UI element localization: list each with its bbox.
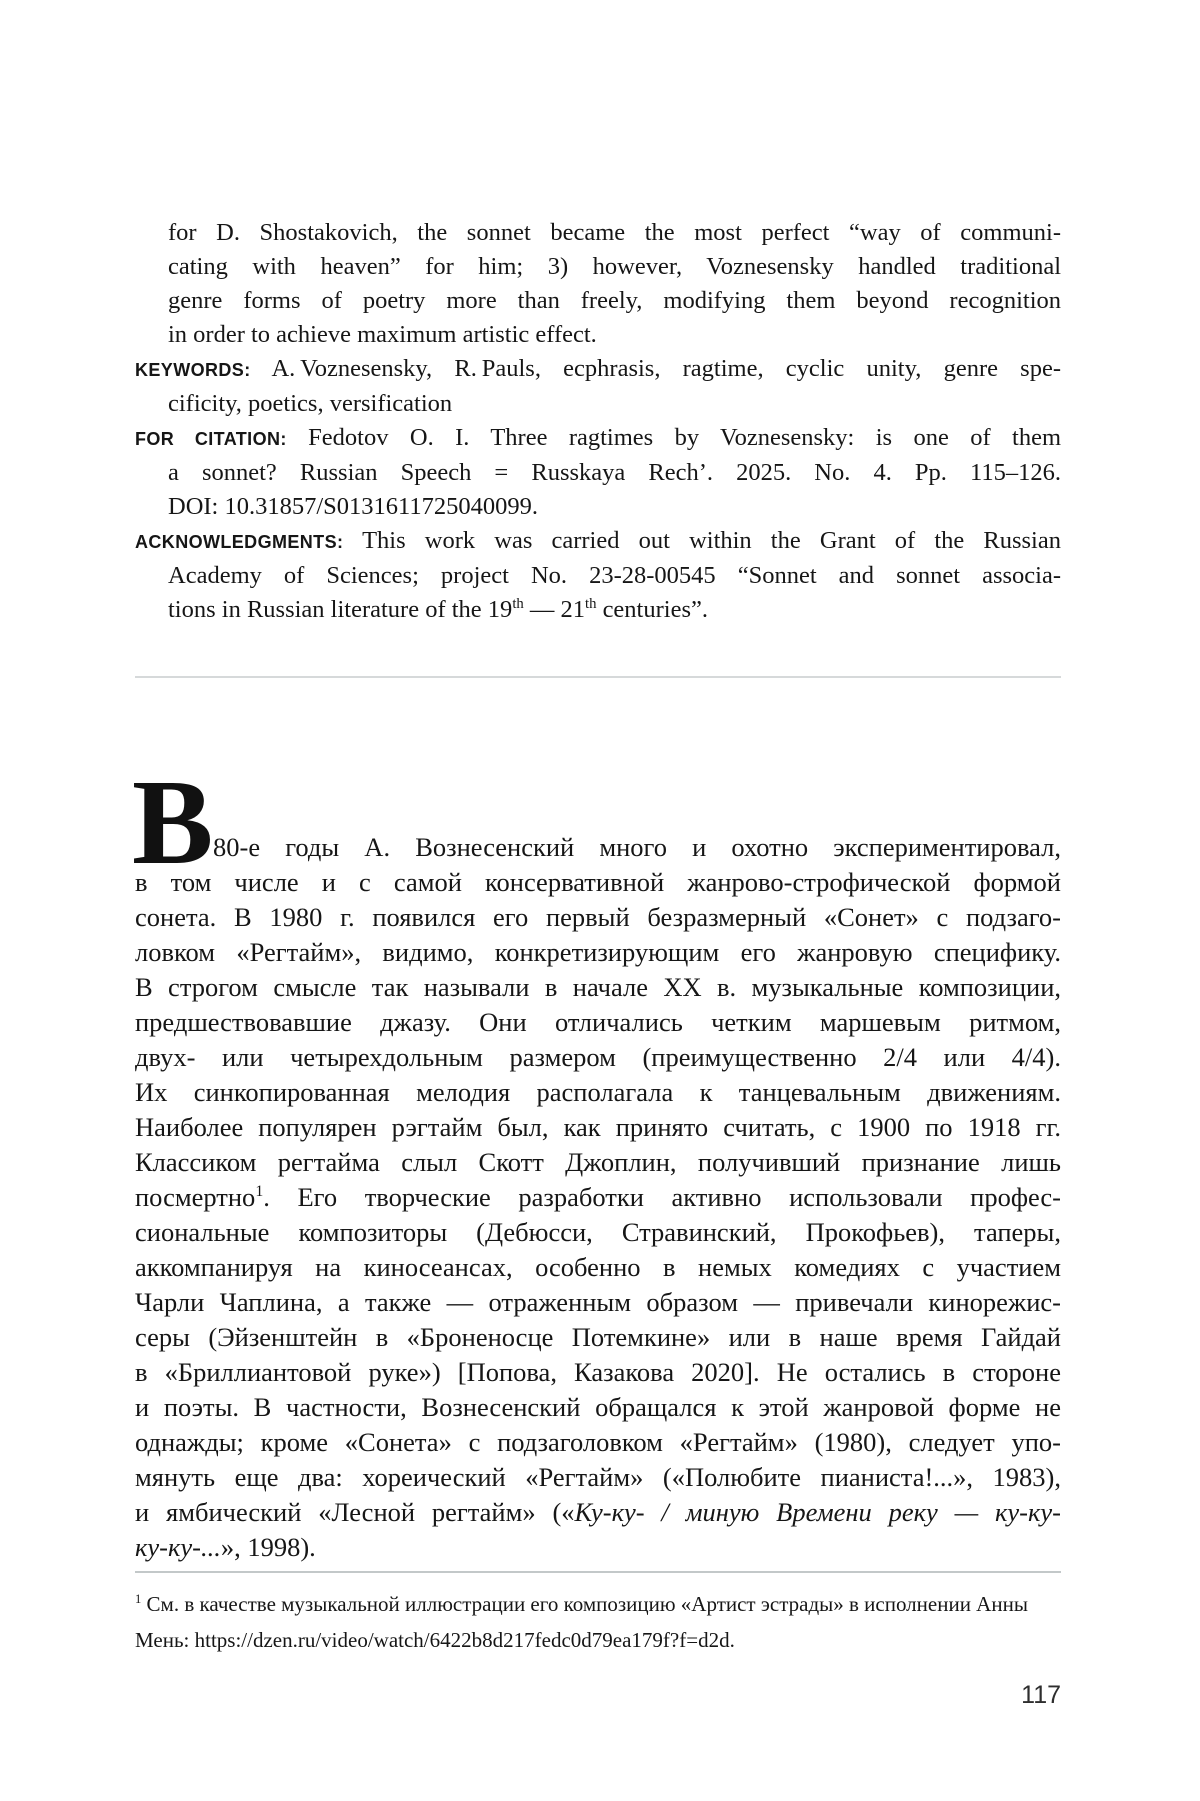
italic-text: ку-ку-... bbox=[135, 1532, 221, 1562]
text-line: В строгом смысле так называли в начале XX в. музыкальные композиции, bbox=[135, 972, 1061, 1002]
text-line: посмертно$^1$. Его творческие разработки активно использовали профес- bbox=[135, 1182, 1061, 1212]
text-line: Классиком регтайма слыл Скотт Джоплин, получивший признание лишь bbox=[135, 1147, 1061, 1177]
text-line: сиональные композиторы (Дебюсси, Стравинский, Прокофьев), таперы, bbox=[135, 1217, 1061, 1247]
section-label: FOR CITATION: bbox=[135, 429, 287, 449]
text-line: аккомпанируя на киносеансах, особенно в немых комедиях с участием bbox=[135, 1252, 1061, 1282]
superscript: 1 bbox=[135, 1592, 142, 1606]
text-line: однажды; кроме «Сонета» с подзаголовком «Регтайм» (1980), следует упо- bbox=[135, 1427, 1061, 1457]
text-line: cificity, poetics, versification bbox=[168, 390, 453, 417]
section-label: ACKNOWLEDGMENTS: bbox=[135, 532, 344, 552]
text-line: cating with heaven” for him; 3) however, Voznesensky handled traditional bbox=[168, 253, 1061, 280]
superscript: th bbox=[512, 595, 524, 612]
superscript: th bbox=[585, 595, 597, 612]
text-line: в «Бриллиантовой руке») [Попова, Казакова 2020]. Не остались в стороне bbox=[135, 1357, 1061, 1387]
italic-text: Ку-ку- / миную Времени реку — ку-ку- bbox=[574, 1497, 1061, 1527]
text-line: серы (Эйзенштейн в «Броненосце Потемкине» или в наше время Гайдай bbox=[135, 1322, 1061, 1352]
superscript: 1 bbox=[255, 1183, 264, 1201]
text-line: сонета. В 1980 г. появился его первый безразмерный «Сонет» с подзаго- bbox=[135, 902, 1061, 932]
section-label: KEYWORDS: bbox=[135, 360, 251, 380]
text-line: в том числе и с самой консервативной жанрово-строфической формой bbox=[135, 867, 1061, 897]
text-line: предшествовавшие джазу. Они отличались четким маршевым ритмом, bbox=[135, 1007, 1061, 1037]
text-line: tions in Russian literature of the 19th — 21th centuries”. bbox=[168, 595, 708, 623]
text-line: ловком «Регтайм», видимо, конкретизирующим его жанровую специфику. bbox=[135, 937, 1061, 967]
text-line: $^1$ См. в качестве музыкальной иллюстрации его композицию «Артист эстрады» в исполнении Анны bbox=[135, 1592, 1028, 1616]
article-body bbox=[132, 755, 1061, 1565]
text-line: Чарли Чаплина, а также — отраженным образом — привечали кинорежис- bbox=[135, 1287, 1061, 1317]
section-divider bbox=[135, 676, 1061, 678]
text-line: FOR CITATION: Fedotov O. I. Three ragtimes by Voznesensky: is one of them bbox=[135, 424, 1061, 451]
front-matter-block bbox=[135, 216, 1061, 627]
text-line: for D. Shostakovich, the sonnet became the most perfect “way of communi- bbox=[168, 219, 1061, 246]
text-line: Их синкопированная мелодия располагала к танцевальным движениям. bbox=[135, 1077, 1061, 1107]
text-line: мянуть еще два: хореический «Регтайм» («Полюбите пианиста!...», 1983), bbox=[135, 1462, 1061, 1492]
text-line: ACKNOWLEDGMENTS: This work was carried out within the Grant of the Russian bbox=[135, 527, 1061, 554]
text-line: Наиболее популярен рэгтайм был, как принято считать, с 1900 по 1918 гг. bbox=[135, 1112, 1061, 1142]
text-line: двух- или четырехдольным размером (преимущественно 2/4 или 4/4). bbox=[135, 1042, 1061, 1072]
footnote-divider bbox=[135, 1571, 1061, 1573]
text-line: ку-ку-...», 1998). bbox=[135, 1532, 316, 1562]
footnote bbox=[135, 1586, 1061, 1658]
page-number: 117 bbox=[1021, 1681, 1061, 1709]
text-line: и ямбический «Лесной регтайм» («Ку-ку- / миную Времени реку — ку-ку- bbox=[135, 1497, 1061, 1527]
text-line: Academy of Sciences; project No. 23-28-00545 “Sonnet and sonnet associa- bbox=[168, 562, 1061, 589]
text-line: 80-е годы А. Вознесенский много и охотно экспериментировал, bbox=[213, 832, 1061, 862]
drop-cap-initial: В bbox=[132, 755, 214, 890]
text-line: genre forms of poetry more than freely, modifying them beyond recognition bbox=[168, 287, 1061, 314]
text-line: и поэты. В частности, Вознесенский обращался к этой жанровой форме не bbox=[135, 1392, 1061, 1422]
text-line: a sonnet? Russian Speech = Russkaya Rech’. 2025. No. 4. Pp. 115–126. bbox=[168, 459, 1061, 486]
text-line: in order to achieve maximum artistic effect. bbox=[168, 321, 597, 348]
text-line: DOI: 10.31857/S0131611725040099. bbox=[168, 493, 539, 520]
text-line: Мень: https://dzen.ru/video/watch/6422b8d217fedc0d79ea179f?f=d2d. bbox=[135, 1628, 735, 1652]
text-line: KEYWORDS: A. Voznesensky, R. Pauls, ecphrasis, ragtime, cyclic unity, genre spe- bbox=[135, 355, 1061, 382]
